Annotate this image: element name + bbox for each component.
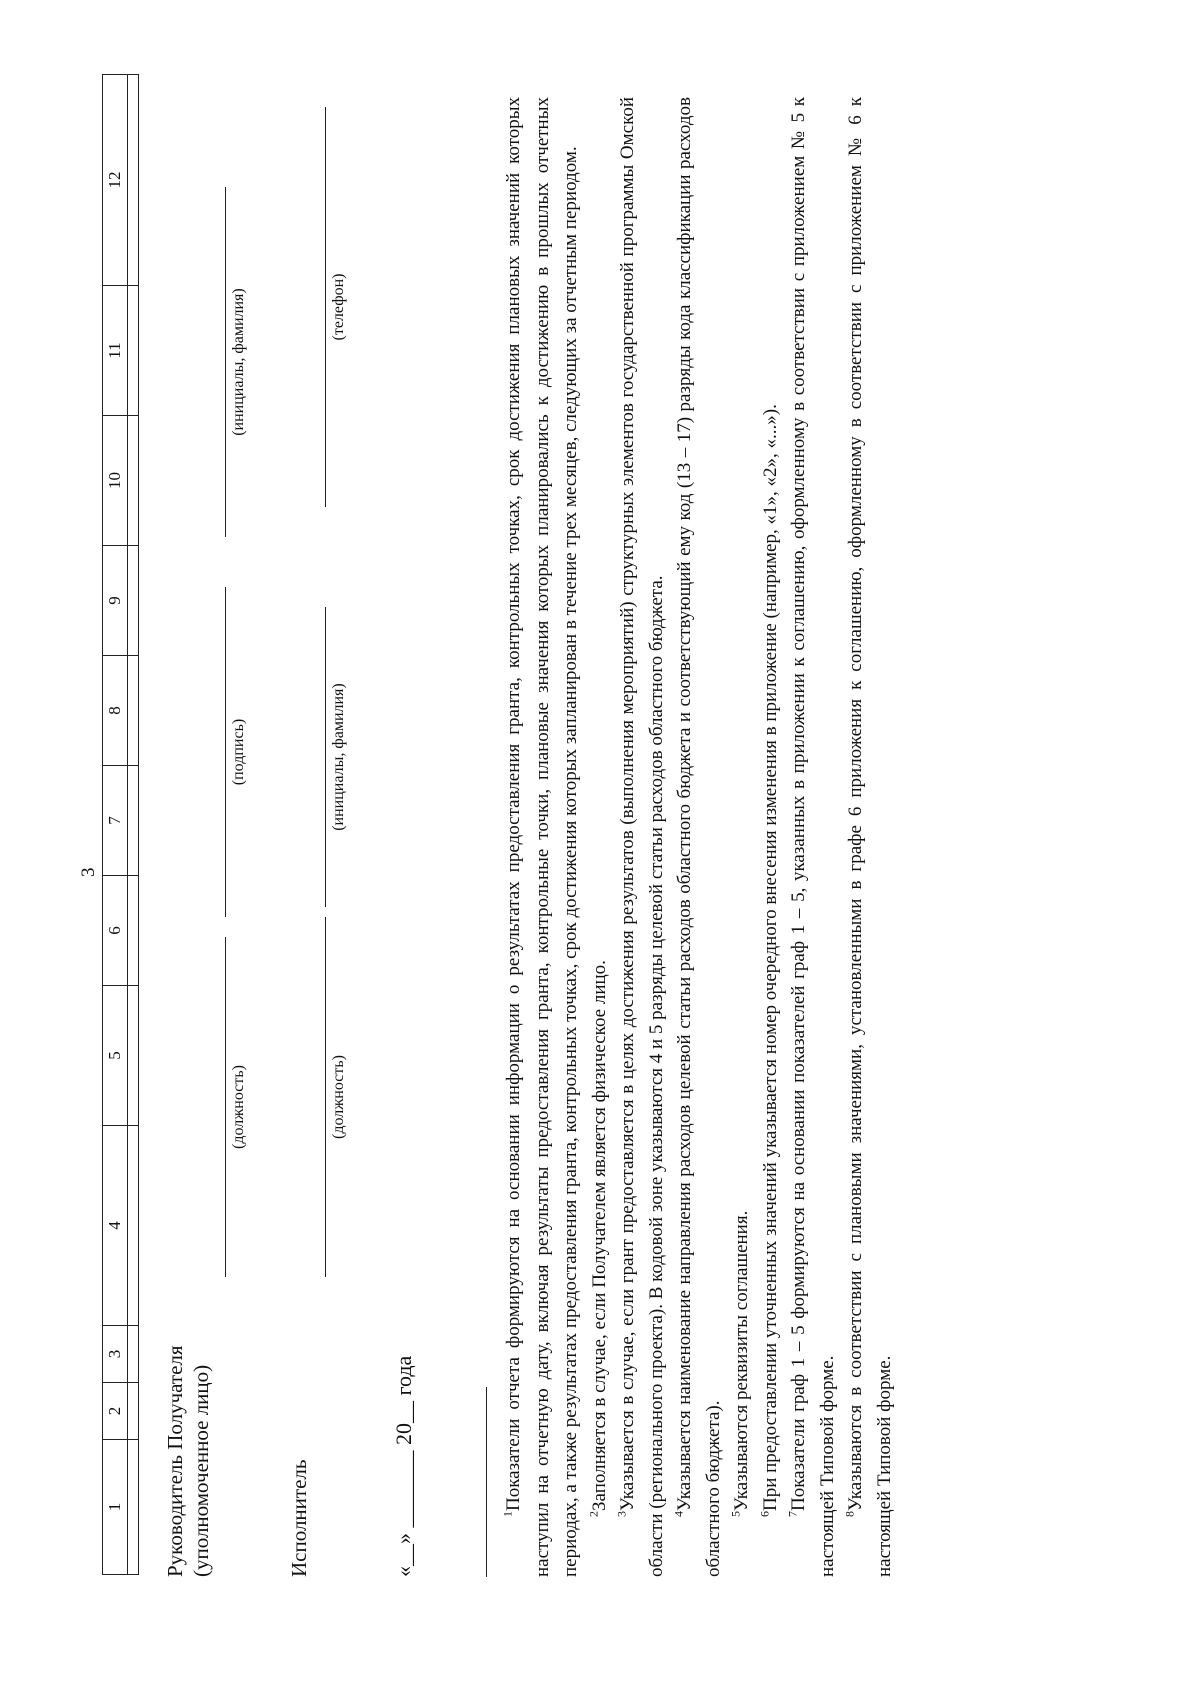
position-line: [225, 937, 226, 1277]
footnote-mark: 1: [500, 1511, 515, 1517]
head-label: Руководитель Получателя: [163, 1345, 187, 1577]
footnote-mark: 5: [728, 1511, 743, 1517]
footnote-text: Указываются в соответствии с плановыми значениями, установленными в графе 6 приложения к соглашению, оформленному в соответствии с приложением № 6 к настоящей Типовой форме.: [845, 97, 895, 1577]
footnote: [671, 97, 728, 1577]
signature-line: [225, 587, 226, 917]
footnote: [614, 97, 671, 1577]
footnote: [586, 97, 615, 1577]
table-row: [128, 75, 139, 1575]
footnote-mark: 8: [842, 1511, 857, 1517]
name-caption: (инициалы, фамилия): [230, 288, 247, 436]
column-number: 7: [103, 766, 128, 876]
column-number: 9: [103, 546, 128, 656]
footnote-mark: 2: [586, 1511, 601, 1517]
footnote-text: При предоставлении уточненных значений указывается номер очередного внесения изменения в приложение (например, «1», «2», «...»).: [759, 404, 781, 1511]
footnotes: [500, 97, 899, 1577]
signature-caption: (подпись): [230, 718, 247, 786]
date-line: «__» _______ 20__ года: [391, 1355, 416, 1577]
footnote-mark: 3: [614, 1511, 629, 1517]
footnote-separator: [486, 1387, 487, 1577]
executor-label: Исполнитель: [287, 1459, 311, 1577]
footnote-text: Показатели отчета формируются на основании информации о результатах предоставления гранта, контрольных точках, срок достижения плановых значений которых наступил на отчетную дату, включая результаты предоставления гранта, контрольные точки, плановые значения которых планировались к достижению в прошлых отчетных периодах, а также результатах предоставления гранта, контрольных точках, срок достижения которых запланирован в течение трех месяцев, следующих за отчетным периодом.: [503, 97, 581, 1577]
footnote-text: Показатели граф 1 – 5 формируются на основании показателей граф 1 – 5, указанных в приложении к соглашению, оформленному в соответствии с приложением № 5 к настоящей Типовой форме.: [788, 97, 838, 1577]
footnote: [785, 97, 842, 1577]
phone-caption: (телефон): [330, 273, 347, 341]
column-number: 3: [103, 1326, 128, 1383]
footnote: [728, 97, 757, 1577]
page-number: 3: [78, 867, 99, 877]
footnote-text: Указывается наименование направления расходов целевой статьи расходов областного бюджета и соответствующий ему код (13 – 17) разряды кода классификации расходов областного бюджета).: [674, 97, 724, 1577]
phone-line: [325, 107, 326, 507]
column-number: 10: [103, 416, 128, 546]
exec-position-caption: (должность): [330, 1055, 347, 1139]
column-number: 6: [103, 876, 128, 986]
column-number: 8: [103, 656, 128, 766]
column-number: 12: [103, 75, 128, 286]
column-number: 2: [103, 1383, 128, 1440]
footnote-mark: 6: [757, 1511, 772, 1517]
exec-position-line: [325, 917, 326, 1277]
column-number: 5: [103, 986, 128, 1126]
column-number: 1: [103, 1440, 128, 1575]
footnote: [842, 97, 899, 1577]
exec-name-line: [325, 607, 326, 907]
name-line: [225, 187, 226, 537]
footnote-mark: 4: [671, 1511, 686, 1517]
footnote-text: Указывается в случае, если грант предоставляется в целях достижения результатов (выполнения мероприятий) структурных элементов государственной программы Омской области (регионального проекта). В кодовой зоне указываются 4 и 5 разряды целевой статьи расходов областного бюджета.: [617, 97, 667, 1577]
column-number: 11: [103, 286, 128, 416]
table-header-row: [103, 75, 128, 1575]
exec-name-caption: (инициалы, фамилия): [330, 683, 347, 831]
footnote: [757, 97, 786, 1577]
footnote-mark: 7: [785, 1511, 800, 1517]
indicator-table: [102, 74, 139, 1575]
footnote-text: Заполняется в случае, если Получателем является физическое лицо.: [588, 960, 610, 1511]
footnote-text: Указываются реквизиты соглашения.: [731, 1210, 752, 1511]
position-caption: (должность): [230, 1065, 247, 1149]
column-number: 4: [103, 1126, 128, 1326]
head-sublabel: (уполномоченное лицо): [189, 1364, 213, 1577]
footnote: [500, 97, 586, 1577]
